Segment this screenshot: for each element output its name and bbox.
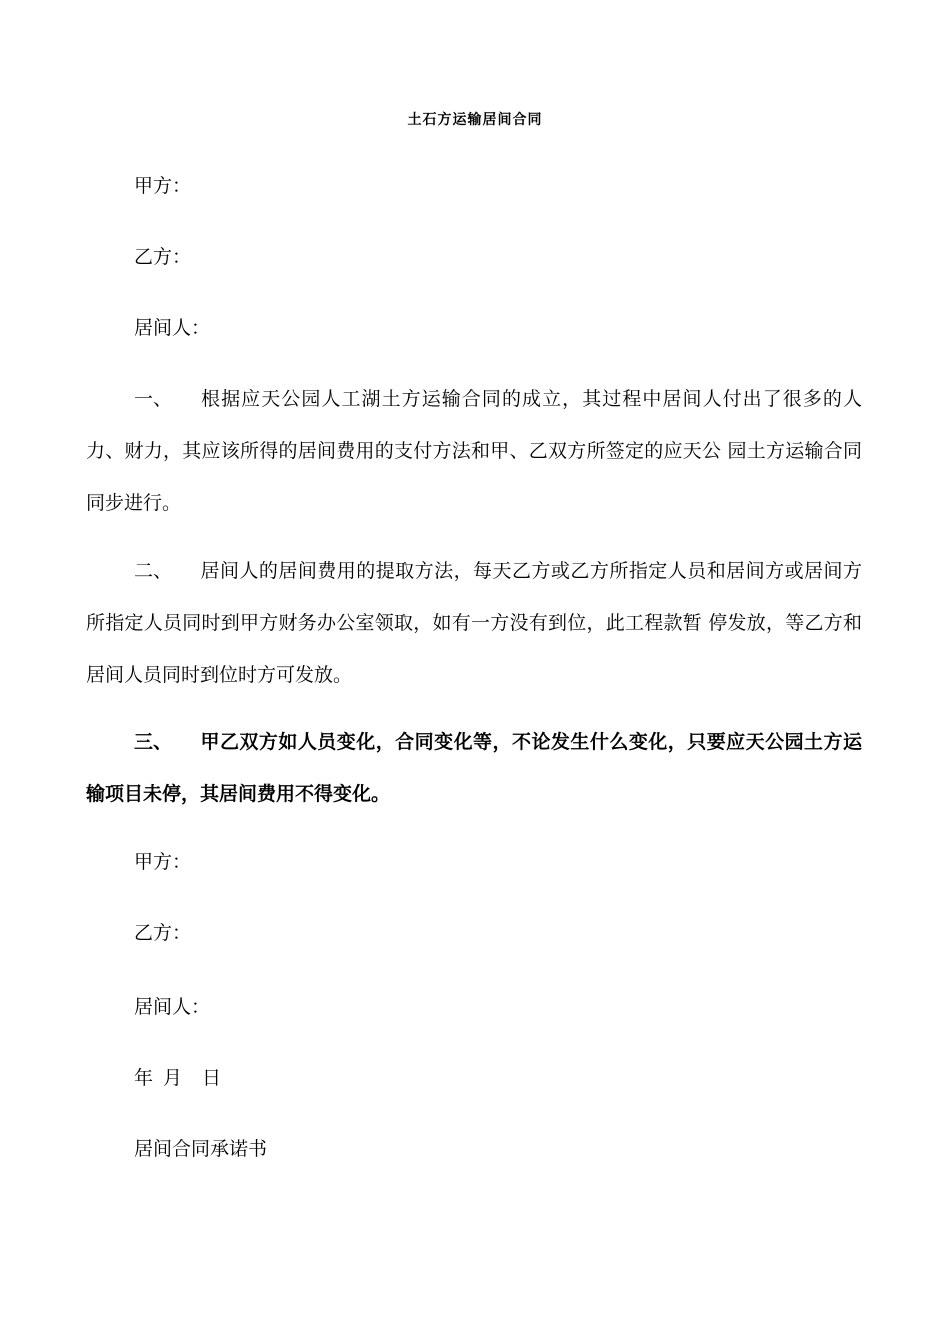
clause-1-number: 一、	[134, 388, 173, 410]
date-line	[134, 1065, 221, 1091]
clause-2	[86, 545, 862, 701]
party-a-label-top: 甲方：	[134, 175, 192, 197]
intermediary-label-top: 居间人：	[134, 317, 211, 339]
clause-1	[86, 373, 862, 529]
document-title: 土石方运输居间合同	[407, 112, 543, 128]
intermediary-label-bottom: 居间人：	[134, 996, 211, 1018]
date-day: 日	[202, 1067, 222, 1089]
footer-heading: 居间合同承诺书	[134, 1138, 268, 1160]
party-b-label-top: 乙方：	[134, 246, 192, 268]
date-month: 月	[163, 1067, 183, 1089]
party-b-label-bottom: 乙方：	[134, 922, 192, 944]
clause-1-text: 根据应天公园人工湖土方运输合同的成立，其过程中居间人付出了很多的人力、财力，其应该所得的居间费用的支付方法和甲、乙双方所签定的应天公 园土方运输合同同步进行。	[86, 388, 862, 514]
clause-3-text: 甲乙双方如人员变化，合同变化等，不论发生什么变化，只要应天公园土方运输项目未停，其居间费用不得变化。	[86, 731, 862, 805]
clause-2-number: 二、	[134, 560, 173, 582]
clause-3	[86, 716, 862, 820]
clause-2-text: 居间人的居间费用的提取方法，每天乙方或乙方所指定人员和居间方或居间方所指定人员同时到甲方财务办公室领取，如有一方没有到位，此工程款暂 停发放，等乙方和居间人员同时到位时方可发放。	[86, 560, 862, 686]
clause-3-number: 三、	[134, 731, 173, 753]
date-year: 年	[134, 1067, 154, 1089]
party-a-label-bottom: 甲方：	[134, 851, 192, 873]
